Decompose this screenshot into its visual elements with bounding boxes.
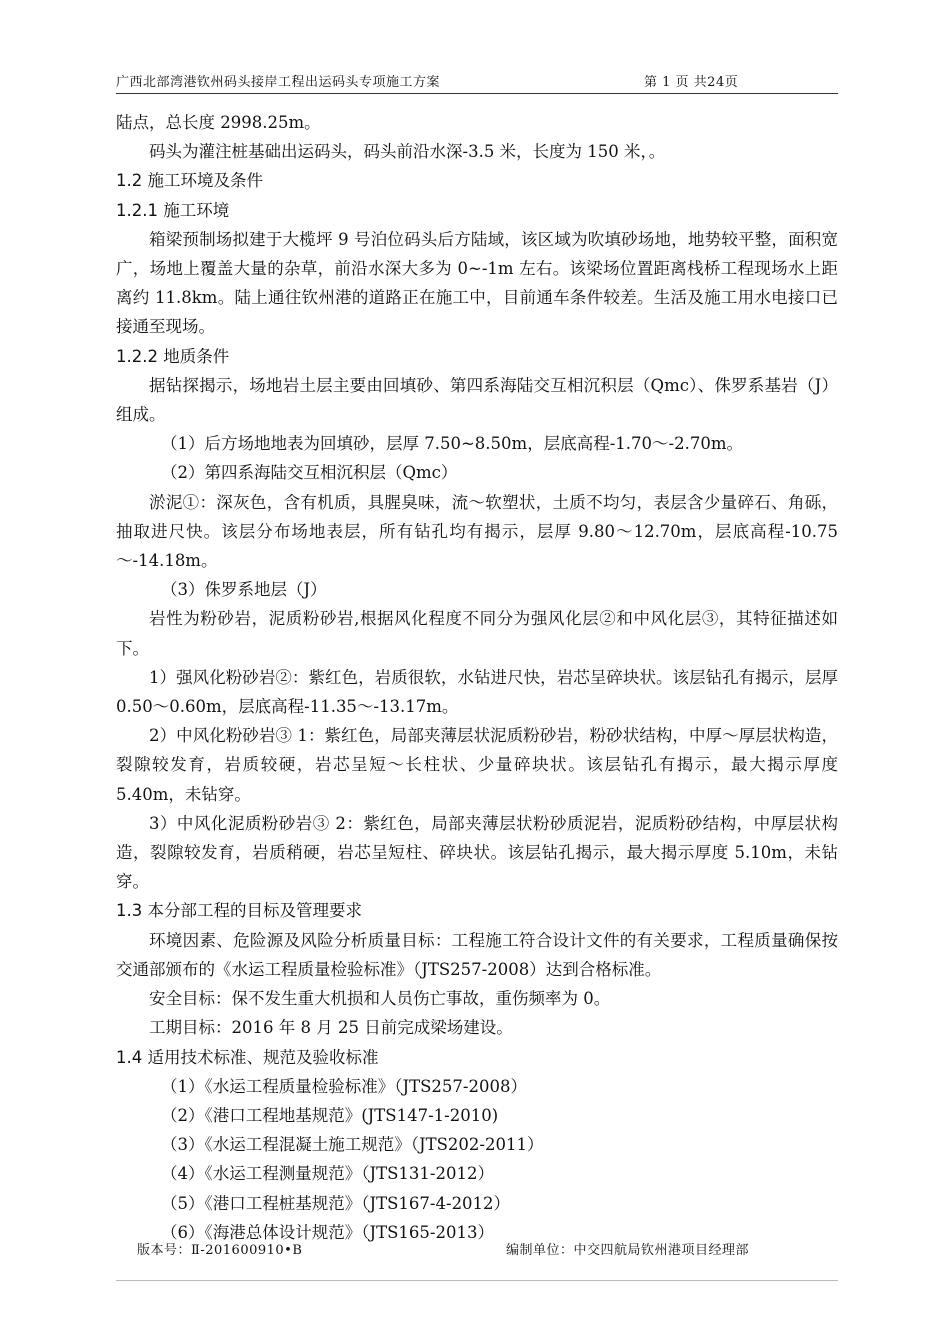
section-heading-1-2-1: 1.2.1 施工环境 [116, 200, 230, 220]
paragraph: 箱梁预制场拟建于大榄坪 9 号泊位码头后方陆域，该区域为吹填砂场地，地势较平整，面积宽广，场地上覆盖大量的杂草，前沿水深大多为 0~-1m 左右。该梁场位置距离栈桥工程现场水上距离约 11.8km。陆上通往钦州港的道路正在施工中，目前通车条件较差。生活及施工用水电接口已接通至现场。 [116, 229, 838, 337]
paragraph: 3）中风化泥质粉砂岩③ 2：紫红色，局部夹薄层状粉砂质泥岩，泥质粉砂结构，中厚层状构造，裂隙较发育，岩质稍硬，岩芯呈短柱、碎块状。该层钻孔揭示，最大揭示厚度 5.10m，未钻穿。 [116, 813, 838, 892]
section-heading-1-3: 1.3 本分部工程的目标及管理要求 [116, 901, 362, 921]
paragraph: 1）强风化粉砂岩②：紫红色，岩质很软，水钻进尺快，岩芯呈碎块状。该层钻孔有揭示，层厚 0.50～0.60m，层底高程-11.35～-13.17m。 [116, 667, 838, 717]
section-heading-1-2-2: 1.2.2 地质条件 [116, 346, 230, 366]
document-body [116, 108, 838, 1247]
paragraph: 岩性为粉砂岩，泥质粉砂岩,根据风化程度不同分为强风化层②和中风化层③，其特征描述如下。 [116, 609, 838, 658]
section-heading-1-2: 1.2 施工环境及条件 [116, 171, 263, 191]
list-item: （6）《海港总体设计规范》（JTS165-2013） [161, 1222, 494, 1242]
footer-divider [116, 1280, 838, 1281]
list-item: （5）《港口工程桩基规范》（JTS167-4-2012） [161, 1193, 511, 1213]
paragraph: 安全目标：保不发生重大机损和人员伤亡事故，重伤频率为 0。 [149, 989, 611, 1009]
paragraph: （3）侏罗系地层（J） [161, 580, 327, 600]
paragraph: （2）第四系海陆交互相沉积层（Qmc） [161, 463, 458, 483]
paragraph: 工期目标：2016 年 8 月 25 日前完成梁场建设。 [149, 1018, 513, 1038]
list-item: （1）《水运工程质量检验标准》（JTS257-2008） [161, 1076, 527, 1096]
list-item: （4）《水运工程测量规范》（JTS131-2012） [161, 1164, 494, 1184]
list-item: （3）《水运工程混凝土施工规范》（JTS202-2011） [161, 1135, 544, 1155]
list-item: （2）《港口工程地基规范》(JTS147-1-2010) [161, 1105, 499, 1125]
paragraph: （1）后方场地地表为回填砂，层厚 7.50~8.50m，层底高程-1.70～-2.70m。 [161, 434, 743, 454]
header-page-number: 第 1 页 共24页 [644, 75, 739, 90]
footer-organization: 编制单位：中交四航局钦州港项目经理部 [506, 1243, 750, 1258]
paragraph: 据钻探揭示，场地岩土层主要由回填砂、第四系海陆交互相沉积层（Qmc）、侏罗系基岩（J）组成。 [116, 375, 838, 425]
paragraph: 淤泥①：深灰色，含有机质，具腥臭味，流～软塑状，土质不均匀，表层含少量碎石、角砾，抽取进尺快。该层分布场地表层，所有钻孔均有揭示，层厚 9.80～12.70m，层底高程-10.75～-14.18m。 [116, 492, 838, 571]
footer-version: 版本号：Ⅱ-201600910•B [137, 1243, 303, 1258]
section-heading-1-4: 1.4 适用技术标准、规范及验收标准 [116, 1047, 379, 1067]
paragraph: 码头为灌注桩基础出运码头，码头前沿水深-3.5 米，长度为 150 米，。 [149, 142, 666, 162]
paragraph: 环境因素、危险源及风险分析质量目标：工程施工符合设计文件的有关要求，工程质量确保按交通部颁布的《水运工程质量检验标准》（JTS257-2008）达到合格标准。 [116, 930, 838, 979]
paragraph: 2）中风化粉砂岩③ 1：紫红色，局部夹薄层状泥质粉砂岩，粉砂状结构，中厚～厚层状构造，裂隙较发育，岩质较硬，岩芯呈短～长柱状、少量碎块状。该层钻孔有揭示，最大揭示厚度 5.40m，未钻穿。 [116, 726, 838, 804]
header-title: 广西北部湾港钦州码头接岸工程出运码头专项施工方案 [116, 75, 441, 90]
page-header [116, 71, 838, 94]
paragraph: 陆点，总长度 2998.25m。 [116, 113, 321, 132]
